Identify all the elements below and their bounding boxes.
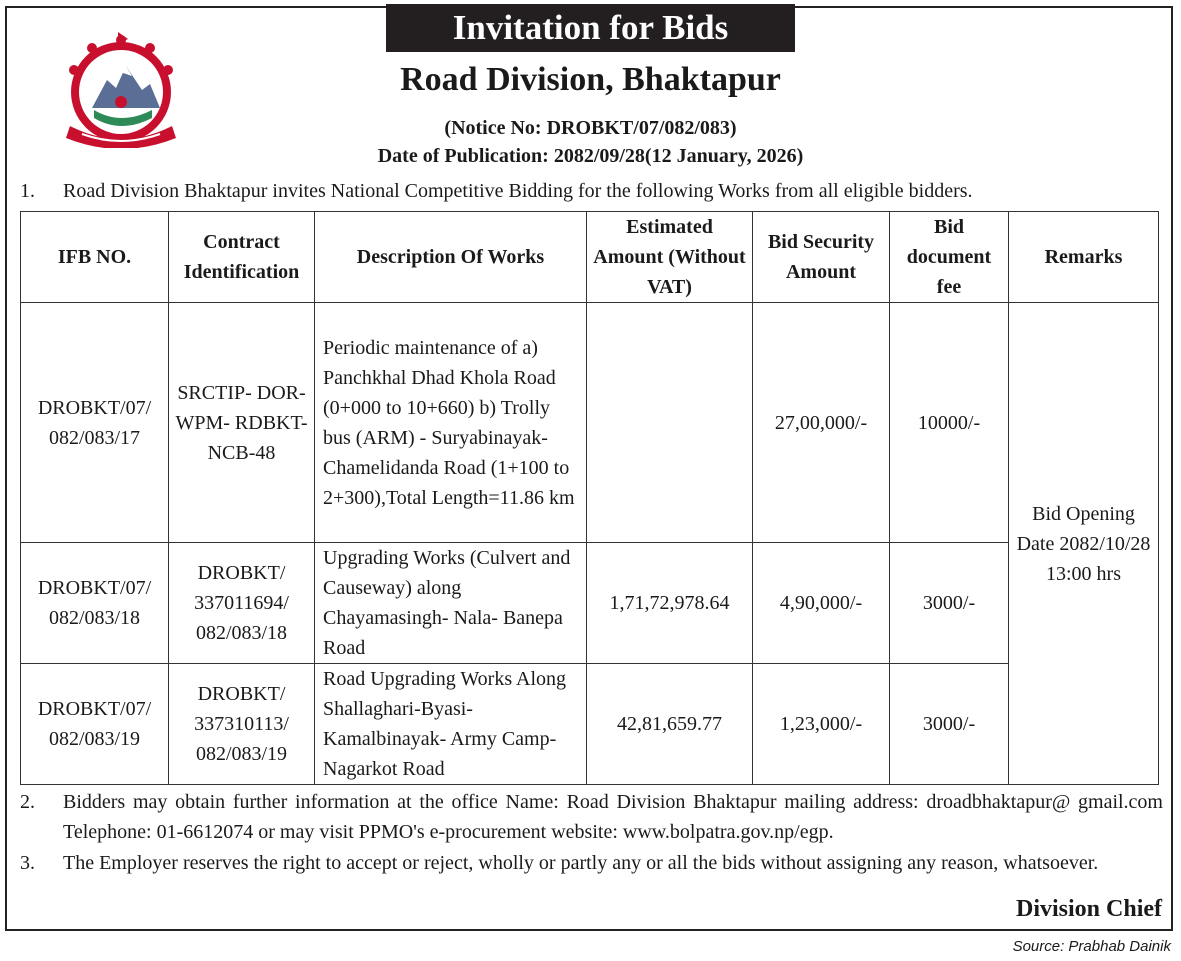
bid-security: 4,90,000/-: [753, 543, 890, 664]
notice-banner: Invitation for Bids: [386, 4, 795, 52]
document-fee: 10000/-: [890, 303, 1009, 543]
ifb-number: DROBKT/07/ 082/083/18: [21, 543, 169, 664]
table-row: [21, 664, 1159, 785]
source-credit: Source: Prabhab Dainik: [1012, 938, 1171, 955]
publication-date: Date of Publication: 2082/09/28(12 January, 2026): [377, 145, 804, 167]
estimated-amount: 1,71,72,978.64: [587, 543, 753, 664]
column-header: Bid document fee: [890, 212, 1009, 303]
contract-id: SRCTIP- DOR-WPM- RDBKT- NCB-48: [169, 303, 315, 543]
column-header: Contract Identification: [169, 212, 315, 303]
column-header: Description Of Works: [315, 212, 587, 303]
bid-security: 1,23,000/-: [753, 664, 890, 785]
bid-security: 27,00,000/-: [753, 303, 890, 543]
contract-id: DROBKT/ 337310113/ 082/083/19: [169, 664, 315, 785]
work-description: Road Upgrading Works Along Shallaghari-Byasi- Kamalbinayak- Army Camp-Nagarkot Road: [315, 664, 587, 785]
column-header: Remarks: [1009, 212, 1159, 303]
column-header: IFB NO.: [21, 212, 169, 303]
clause-text: The Employer reserves the right to accept or reject, wholly or partly any or all the bids without assigning any reason, whatsoever.: [63, 852, 1099, 874]
clause-number: 1.: [20, 180, 35, 202]
contract-id: DROBKT/ 337011694/ 082/083/18: [169, 543, 315, 664]
work-description: Upgrading Works (Culvert and Causeway) along Chayamasingh- Nala- Banepa Road: [315, 543, 587, 664]
column-header: Estimated Amount (Without VAT): [587, 212, 753, 303]
remarks-cell: Bid Opening Date 2082/10/28 13:00 hrs: [1009, 303, 1159, 785]
estimated-amount: [587, 303, 753, 543]
clause-text: Bidders may obtain further information at the office Name: Road Division Bhaktapur mailing address: droadbhaktapur@ gmail.com Telephone: 01-6612074 or may visit PPMO's e-procurement website: www.bolpatra.gov.np/egp.: [63, 791, 1163, 843]
table-row: [21, 543, 1159, 664]
bids-table: [20, 211, 1159, 785]
column-header: Bid Security Amount: [753, 212, 890, 303]
ifb-number: DROBKT/07/ 082/083/17: [21, 303, 169, 543]
signoff: Division Chief: [1015, 896, 1162, 922]
page-title: Road Division, Bhaktapur: [400, 61, 781, 98]
intro-text: Road Division Bhaktapur invites National Competitive Bidding for the following Works from all eligible bidders.: [63, 180, 973, 202]
clause-number: 2.: [20, 791, 35, 813]
clause-number: 3.: [20, 852, 35, 874]
document-fee: 3000/-: [890, 543, 1009, 664]
estimated-amount: 42,81,659.77: [587, 664, 753, 785]
document-fee: 3000/-: [890, 664, 1009, 785]
work-description: Periodic maintenance of a) Panchkhal Dhad Khola Road (0+000 to 10+660) b) Trolly bus (ARM) - Suryabinayak- Chamelidanda Road (1+100 to 2+300),Total Length=11.86 km: [315, 303, 587, 543]
table-header-row: [21, 212, 1159, 303]
notice-number: (Notice No: DROBKT/07/082/083): [444, 117, 737, 139]
ifb-number: DROBKT/07/ 082/083/19: [21, 664, 169, 785]
table-row: [21, 303, 1159, 543]
